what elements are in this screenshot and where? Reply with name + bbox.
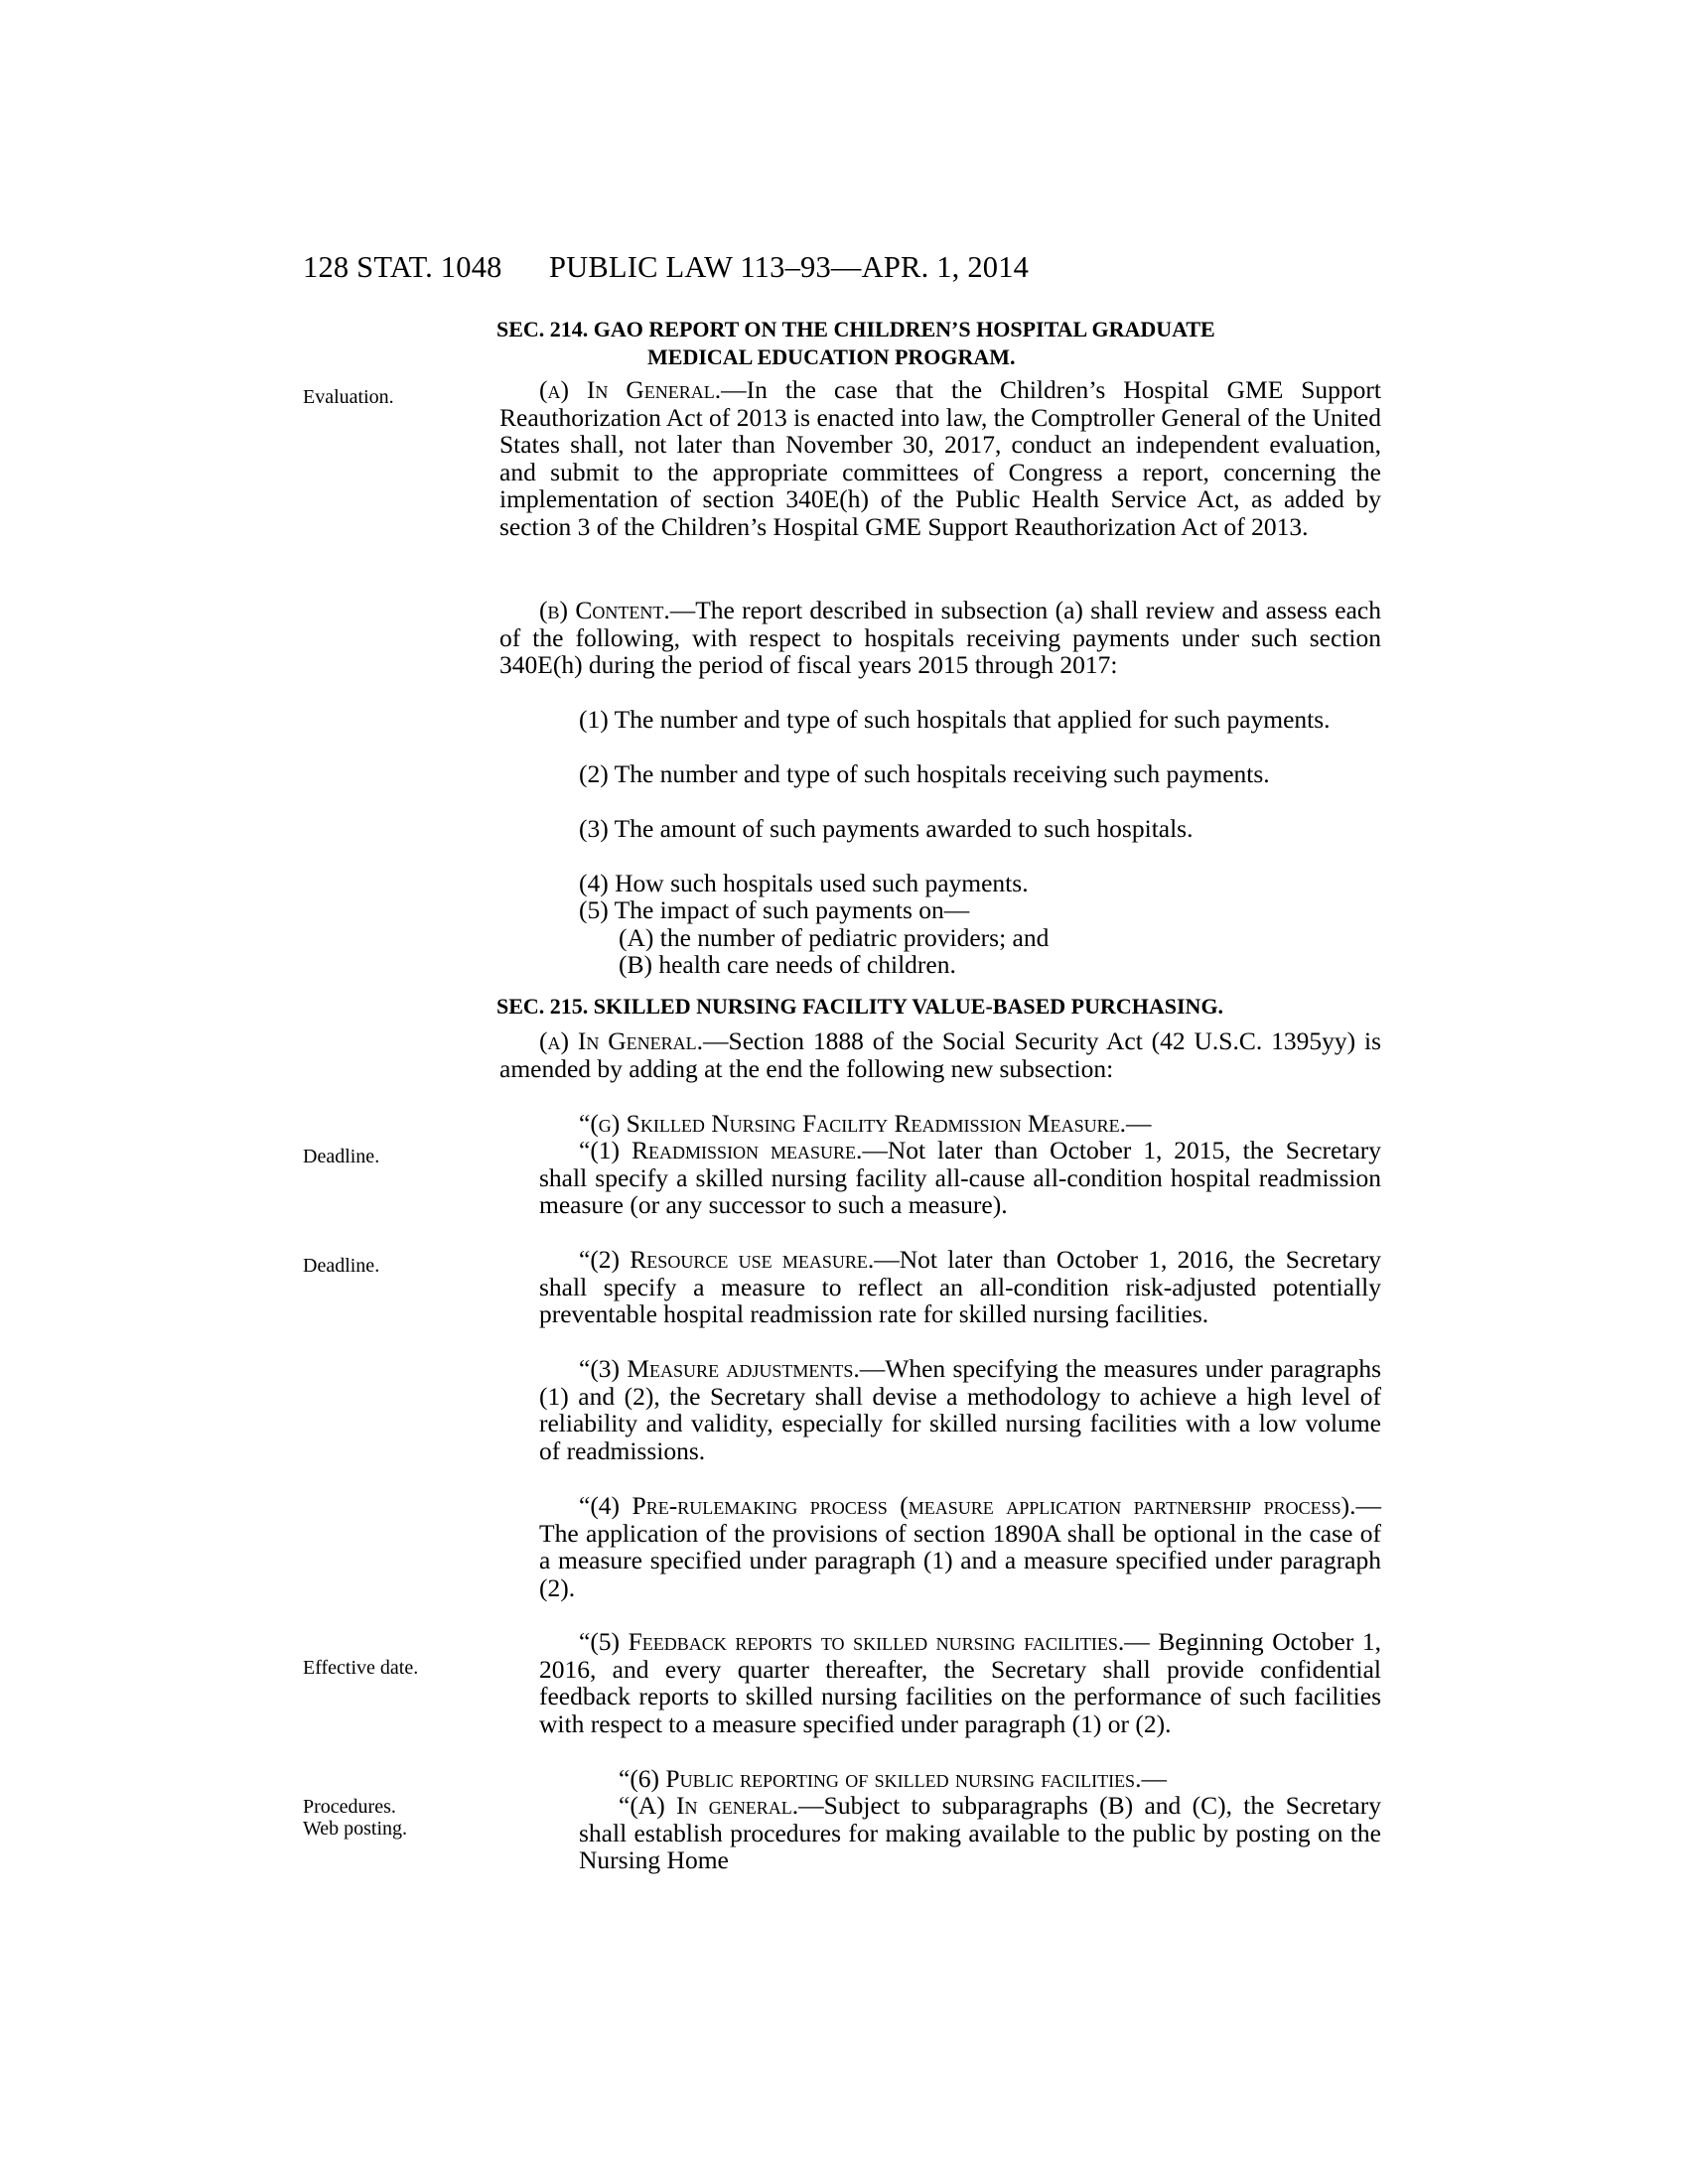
sec215-subsection-g-heading: “(g) Skilled Nursing Facility Readmission Measure.—	[579, 1109, 1152, 1138]
sec214-item-4: (4) How such hospitals used such payments.	[579, 869, 1029, 897]
paragraph-1-readmission-measure	[539, 1137, 1381, 1219]
sec215-a-text: —Section 1888 of the Social Security Act (42 U.S.C. 1395yy) is amended by adding at the end the following new subsection:	[499, 1026, 1381, 1083]
sec215-subsection-a	[499, 1027, 1381, 1082]
margin-note-evaluation: Evaluation.	[303, 386, 394, 408]
paragraph-4-heading: “(4) Pre-rulemaking process (measure application partnership process).	[579, 1491, 1356, 1520]
sec214-a-heading: (a) In General.	[539, 375, 722, 404]
margin-note-deadline-2: Deadline.	[303, 1255, 380, 1277]
sec214-b-heading: (b) Content.	[539, 596, 670, 624]
margin-note-procedures: Procedures.	[303, 1796, 396, 1818]
stat-citation: 128 STAT. 1048	[303, 250, 502, 284]
paragraph-4-pre-rulemaking	[539, 1492, 1381, 1601]
sec214-subitem-a: (A) the number of pediatric providers; and	[619, 923, 1050, 952]
sec214-a-text: —In the case that the Children’s Hospital GME Support Reauthorization Act of 2013 is enacted into law, the Comptroller General of the United States shall, not later than November 30, 2017, conduct an independent evaluation, and submit to the appropriate committees of Congress a report, concerning the implementation of section 340E(h) of the Public Health Service Act, as added by section 3 of the Children’s Hospital GME Support Reauthorization Act of 2013.	[499, 375, 1381, 541]
paragraph-2-resource-use-measure	[539, 1246, 1381, 1328]
section-214-title-line1: SEC. 214. GAO REPORT ON THE CHILDREN’S HOSPITAL GRADUATE	[496, 317, 1215, 341]
paragraph-6-heading: “(6) Public reporting of skilled nursing facilities.—	[619, 1764, 1167, 1793]
margin-note-deadline-1: Deadline.	[303, 1146, 380, 1167]
paragraph-4-text: —The application of the provisions of section 1890A shall be optional in the case of a measure specified under paragraph (1) and a measure specified under paragraph (2).	[539, 1491, 1381, 1602]
sec214-subsection-a	[499, 376, 1381, 541]
page-header-title: PUBLIC LAW 113–93—APR. 1, 2014	[549, 250, 1030, 284]
paragraph-3-heading: “(3) Measure adjustments.	[579, 1354, 860, 1383]
sec214-subitem-b: (B) health care needs of children.	[619, 950, 956, 979]
sec215-a-heading: (a) In General.	[539, 1026, 704, 1055]
paragraph-3-measure-adjustments	[539, 1355, 1381, 1464]
sec214-item-3: (3) The amount of such payments awarded to such hospitals.	[579, 814, 1194, 843]
paragraph-5-text: Beginning October 1, 2016, and every quarter thereafter, the Secretary shall provide confidential feedback reports to skilled nursing facilities on the performance of such facilities with respect to a measure specified under paragraph (1) or (2).	[539, 1627, 1382, 1738]
paragraph-1-text: —Not later than October 1, 2015, the Secretary shall specify a skilled nursing facility all-cause all-condition hospital readmission measure (or any successor to such a measure).	[539, 1136, 1381, 1220]
subparagraph-a-text: —Subject to subparagraphs (B) and (C), the Secretary shall establish procedures for making available to the public by posting on the Nursing Home	[579, 1791, 1381, 1875]
paragraph-2-heading: “(2) Resource use measure.	[579, 1245, 875, 1274]
section-214-title-line2: MEDICAL EDUCATION PROGRAM.	[647, 344, 1016, 369]
paragraph-5-heading: “(5) Feedback reports to skilled nursing facilities.—	[579, 1627, 1150, 1656]
section-214-heading	[496, 316, 1380, 371]
sec214-b-text: —The report described in subsection (a) shall review and assess each of the following, with respect to hospitals receiving payments under such section 340E(h) during the period of fiscal years 2015 through 2017:	[499, 596, 1382, 680]
subparagraph-a-in-general	[579, 1792, 1381, 1874]
margin-note-web-posting: Web posting.	[303, 1818, 408, 1840]
section-215-heading: SEC. 215. SKILLED NURSING FACILITY VALUE-BASED PURCHASING.	[496, 994, 1224, 1019]
sec214-item-5: (5) The impact of such payments on—	[579, 895, 970, 924]
paragraph-1-heading: “(1) Readmission measure.	[579, 1136, 863, 1164]
margin-note-effective-date: Effective date.	[303, 1657, 419, 1679]
paragraph-5-feedback-reports	[539, 1628, 1381, 1737]
sec214-item-1: (1) The number and type of such hospitals that applied for such payments.	[579, 705, 1331, 734]
paragraph-2-text: —Not later than October 1, 2016, the Secretary shall specify a measure to reflect an all-condition risk-adjusted potentially preventable hospital readmission rate for skilled nursing facilities.	[539, 1245, 1381, 1329]
sec214-item-2: (2) The number and type of such hospitals receiving such payments.	[579, 759, 1270, 788]
paragraph-3-text: —When specifying the measures under paragraphs (1) and (2), the Secretary shall devise a methodology to achieve a high level of reliability and validity, especially for skilled nursing facilities with a low volume of readmissions.	[539, 1354, 1381, 1465]
subparagraph-a-heading: “(A) In general.	[619, 1791, 799, 1820]
sec214-subsection-b	[499, 597, 1381, 679]
